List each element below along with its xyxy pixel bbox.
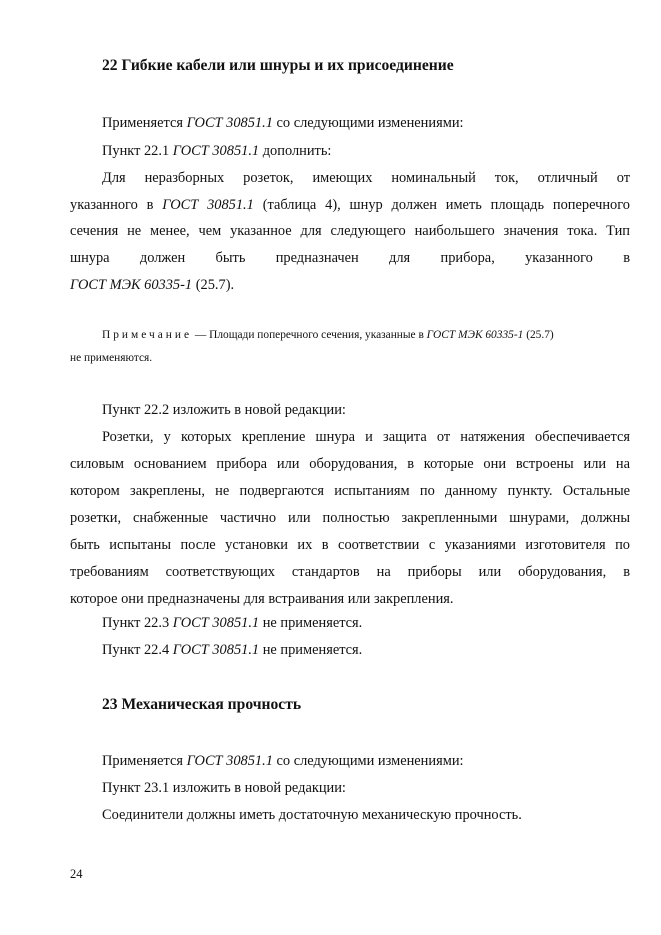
item-22-4: Пункт 22.4 ГОСТ 30851.1 не применяется. [102, 642, 363, 658]
paragraph-22-2-line: розетки, снабженные частично или полностью закрепленными шнурами, должны [70, 510, 630, 526]
section-23-applies: Применяется ГОСТ 30851.1 со следующими изменениями: [102, 753, 464, 769]
paragraph-22-2-line: силовым основанием прибора или оборудования, в которые они встроены или на [70, 456, 630, 472]
standard-ref: ГОСТ 30851.1 [186, 753, 273, 769]
item-22-3: Пункт 22.3 ГОСТ 30851.1 не применяется. [102, 615, 363, 631]
standard-ref: ГОСТ 30851.1 [172, 143, 260, 159]
paragraph-22-2-line: Розетки, у которых крепление шнура и защита от натяжения обеспечивается [102, 429, 630, 445]
standard-ref: ГОСТ 30851.1 [172, 615, 260, 631]
paragraph-22-2-line: котором закреплены, не подвергаются испытаниям по данному пункту. Остальные [70, 483, 630, 499]
item-23-1: Пункт 23.1 изложить в новой редакции: [102, 780, 346, 796]
note-label: Примечание [102, 329, 193, 341]
paragraph-22-1-line: сечения не менее, чем указанное для следующего наибольшего значения тока. Тип [70, 223, 630, 239]
standard-ref: ГОСТ МЭК 60335-1 [70, 277, 193, 293]
section-23-heading: 23 Механическая прочность [102, 696, 302, 713]
standard-ref: ГОСТ 30851.1 [172, 642, 260, 658]
paragraph-22-2-line: быть испытаны после установки их в соответствии с указаниями изготовителя по [70, 537, 630, 553]
standard-ref: ГОСТ МЭК 60335-1 [426, 329, 524, 341]
paragraph-22-1-line: шнура должен быть предназначен для прибора, указанного в [70, 250, 630, 266]
paragraph-22-1-line: Для неразборных розеток, имеющих номинальный ток, отличный от [102, 170, 630, 186]
standard-ref: ГОСТ 30851.1 [162, 197, 254, 213]
paragraph-22-1-line: указанного в ГОСТ 30851.1 (таблица 4), шнур должен иметь площадь поперечного [70, 197, 630, 213]
item-22-2: Пункт 22.2 изложить в новой редакции: [102, 402, 346, 418]
paragraph-22-2-line: которое они предназначены для встраивания или закрепления. [70, 591, 454, 607]
standard-ref: ГОСТ 30851.1 [186, 115, 273, 131]
item-22-1: Пункт 22.1 ГОСТ 30851.1 дополнить: [102, 143, 332, 159]
page-number: 24 [70, 867, 83, 881]
note: Примечание — Площади поперечного сечения, указанные в ГОСТ МЭК 60335-1 (25.7) [102, 329, 554, 341]
paragraph-22-1-line: ГОСТ МЭК 60335-1 (25.7). [70, 277, 235, 293]
section-22-applies: Применяется ГОСТ 30851.1 со следующими изменениями: [102, 115, 464, 131]
paragraph-23-1: Соединители должны иметь достаточную механическую прочность. [102, 807, 522, 823]
section-22-heading: 22 Гибкие кабели или шнуры и их присоединение [102, 57, 454, 74]
paragraph-22-2-line: требованиям соответствующих стандартов на приборы или оборудования, в [70, 564, 630, 580]
note-line-2: не применяются. [70, 352, 153, 364]
